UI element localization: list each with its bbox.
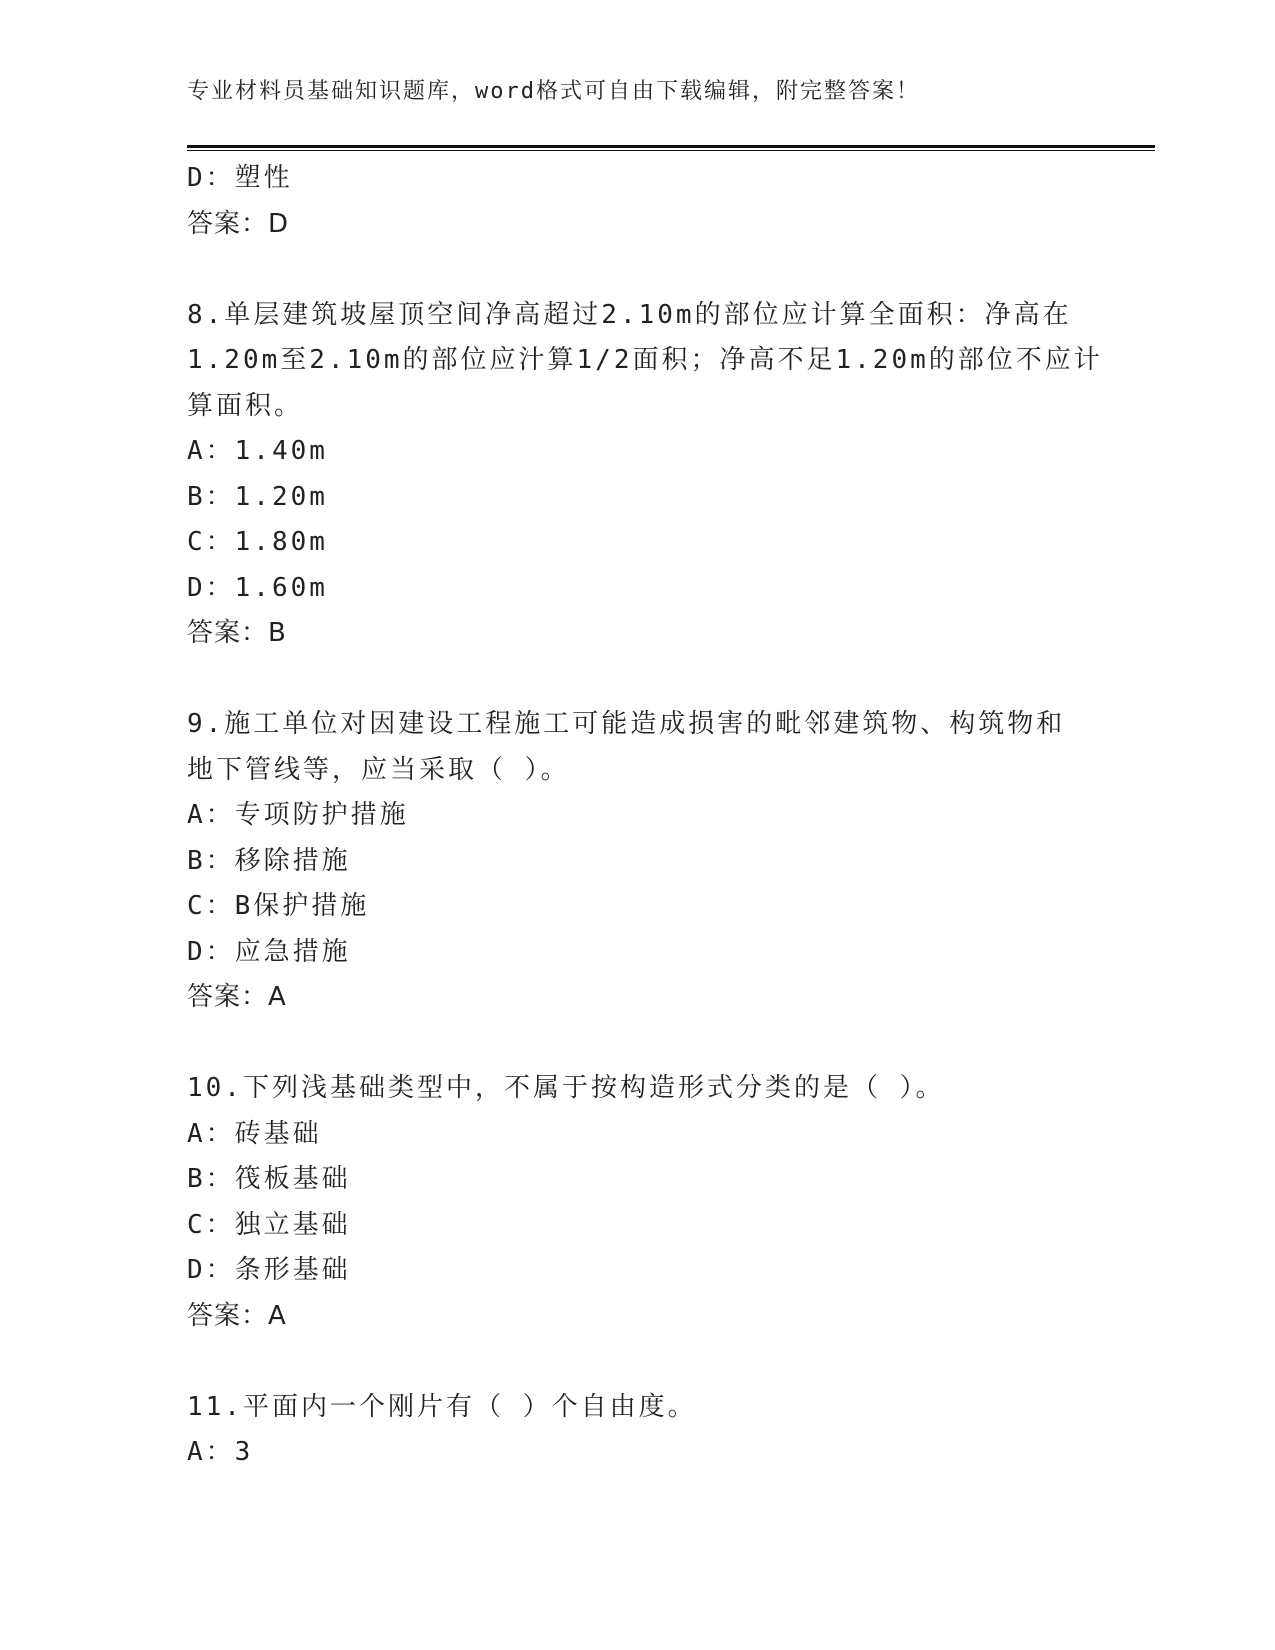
- option-d: D：条形基础: [187, 1255, 351, 1285]
- option-a: A：专项防护措施: [187, 800, 409, 830]
- question-stem-line: 11.平面内一个刚片有（ ）个自由度。: [187, 1391, 697, 1422]
- question-8: [187, 293, 1103, 657]
- option-a: A：3: [187, 1437, 254, 1467]
- answer: 答案：A: [187, 1300, 287, 1331]
- option-d: D：1.60m: [187, 572, 328, 603]
- header-rule-thin: [187, 150, 1155, 151]
- spacer: [187, 247, 1087, 293]
- option-d: D：应急措施: [187, 936, 351, 967]
- prev-answer: 答案：D: [187, 208, 290, 239]
- option-b: B：1.20m: [187, 481, 328, 512]
- option-a: A：砖基础: [187, 1118, 322, 1149]
- prev-option-d: D：塑性: [187, 163, 293, 193]
- question-10: [187, 1066, 1087, 1339]
- question-stem-line: 9.施工单位对因建设工程施工可能造成损害的毗邻建筑物、构筑物和: [187, 709, 1066, 739]
- question-stem-line: 1.20m至2.10m的部位应汁算1/2面积；净高不足1.20m的部位不应计: [187, 345, 1103, 375]
- option-c: C：独立基础: [187, 1209, 351, 1240]
- page-header: 专业材料员基础知识题库，word格式可自由下载编辑，附完整答案！: [187, 79, 920, 104]
- question-stem-line: 地下管线等，应当采取（ ）。: [187, 754, 570, 785]
- answer: 答案：A: [187, 982, 287, 1012]
- question-stem-line: 8.单层建筑坡屋顶空间净高超过2.10m的部位应计算全面积：净高在: [187, 299, 1072, 330]
- option-c: C：B保护措施: [187, 891, 370, 921]
- question-9: [187, 702, 1087, 1021]
- spacer: [187, 1339, 1087, 1385]
- option-b: B：移除措施: [187, 845, 351, 876]
- question-stem-line: 算面积。: [187, 390, 304, 421]
- header-rule-thick: [187, 145, 1155, 148]
- spacer: [187, 657, 1087, 703]
- answer: 答案：B: [187, 618, 287, 648]
- question-11: [187, 1385, 1087, 1476]
- question-stem-line: 10.下列浅基础类型中，不属于按构造形式分类的是（ ）。: [187, 1073, 945, 1103]
- option-a: A：1.40m: [187, 436, 328, 466]
- question-content: [187, 156, 1103, 1476]
- option-c: C：1.80m: [187, 527, 328, 557]
- option-b: B：筏板基础: [187, 1164, 351, 1194]
- spacer: [187, 1021, 1087, 1067]
